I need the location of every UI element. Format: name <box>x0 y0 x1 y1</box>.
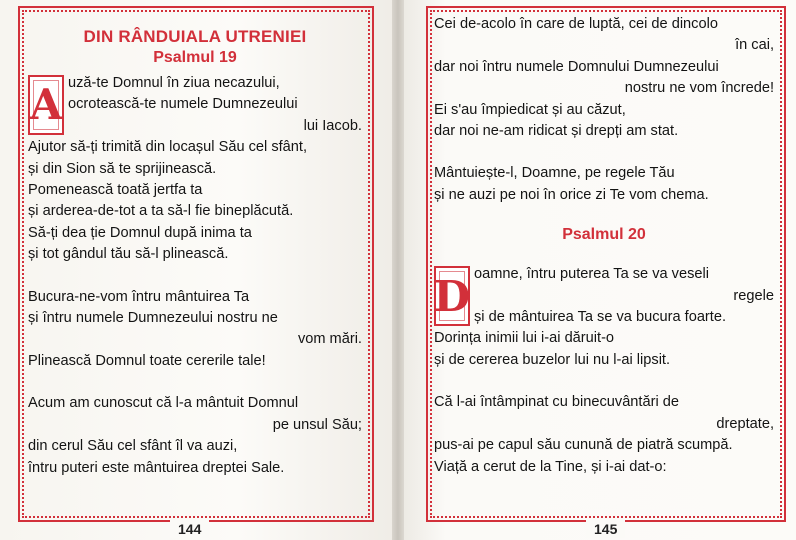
left-page-text <box>28 26 362 479</box>
verse-line: Că l-ai întâmpinat cu binecuvântări de <box>434 394 679 411</box>
verse-line: și tot gândul tău să-l plinească. <box>28 246 229 263</box>
verse-line: și de cererea buzelor lui nu l-ai lipsit. <box>434 351 671 368</box>
verse-line: regele <box>733 287 774 304</box>
verse-line: dar noi întru numele Domnului Dumnezeului <box>434 58 719 75</box>
right-page-text <box>434 14 774 478</box>
psalm-19-title: Psalmul 19 <box>153 49 237 66</box>
illuminated-initial: D <box>434 266 470 326</box>
verse-line: Ei s'au împiedicat și au căzut, <box>434 101 626 118</box>
verse-line: pus-ai pe capul său cunună de piatră scumpă. <box>434 437 733 454</box>
psalm-20-opening <box>434 264 774 328</box>
verse-line: Cei de-acolo în care de luptă, cei de dincolo <box>434 16 718 32</box>
verse-line: din cerul Său cel sfânt îl va auzi, <box>28 438 238 455</box>
verse-line: vom mări. <box>297 331 362 348</box>
verse-line: uză-te Domnul în ziua necazului, <box>68 75 280 91</box>
illuminated-initial: A <box>28 75 64 135</box>
psalm-19-opening <box>28 73 362 137</box>
verse-line: dreptate, <box>716 415 774 432</box>
page-number-right: 145 <box>586 520 625 538</box>
verse-line: lui Iacob. <box>303 117 362 134</box>
verse-line: dar noi ne-am ridicat și drepți am stat. <box>434 123 679 140</box>
verse-line: Plinească Domnul toate cererile tale! <box>28 352 266 369</box>
verse-line: Pomenească toată jertfa ta <box>28 182 203 199</box>
right-page <box>398 0 796 540</box>
verse-line: Ajutor să-ți trimită din locașul Său cel sfânt, <box>28 139 308 156</box>
verse-line: și de mântuirea Ta se va bucura foarte. <box>474 309 727 326</box>
verse-line: Să-ți dea ție Domnul după inima ta <box>28 224 252 241</box>
verse-line: oamne, întru puterea Ta se va veseli <box>474 266 709 283</box>
verse-line: Dorința inimii lui i-ai dăruit-o <box>434 330 615 347</box>
verse-line: ocrotească-te numele Dumnezeului <box>68 96 298 113</box>
verse-line: întru puteri este mântuirea dreptei Sale. <box>28 459 285 476</box>
page-number-left: 144 <box>170 520 209 538</box>
verse-line: și ne auzi pe noi în orice zi Te vom chema. <box>434 186 709 203</box>
section-heading: DIN RÂNDUIALA UTRENIEI <box>83 27 307 46</box>
psalm-20-title: Psalmul 20 <box>562 226 646 244</box>
verse-line: și din Sion să te sprijinească. <box>28 160 217 177</box>
verse-line: și arderea-de-tot a ta să-l fie bineplăcută. <box>28 203 294 220</box>
book-gutter <box>392 0 404 540</box>
verse-line: Mântuiește-l, Doamne, pe regele Tău <box>434 165 675 182</box>
verse-line: pe unsul Său; <box>272 416 362 433</box>
verse-line: Bucura-ne-vom întru mântuirea Ta <box>28 288 250 305</box>
verse-line: în cai, <box>735 37 774 54</box>
verse-line: și întru numele Dumnezeului nostru ne <box>28 310 278 327</box>
verse-line: Acum am cunoscut că l-a mântuit Domnul <box>28 395 299 412</box>
verse-line: nostru ne vom încrede! <box>624 80 774 97</box>
verse-line: Viață a cerut de la Tine, și i-ai dat-o: <box>434 458 667 475</box>
